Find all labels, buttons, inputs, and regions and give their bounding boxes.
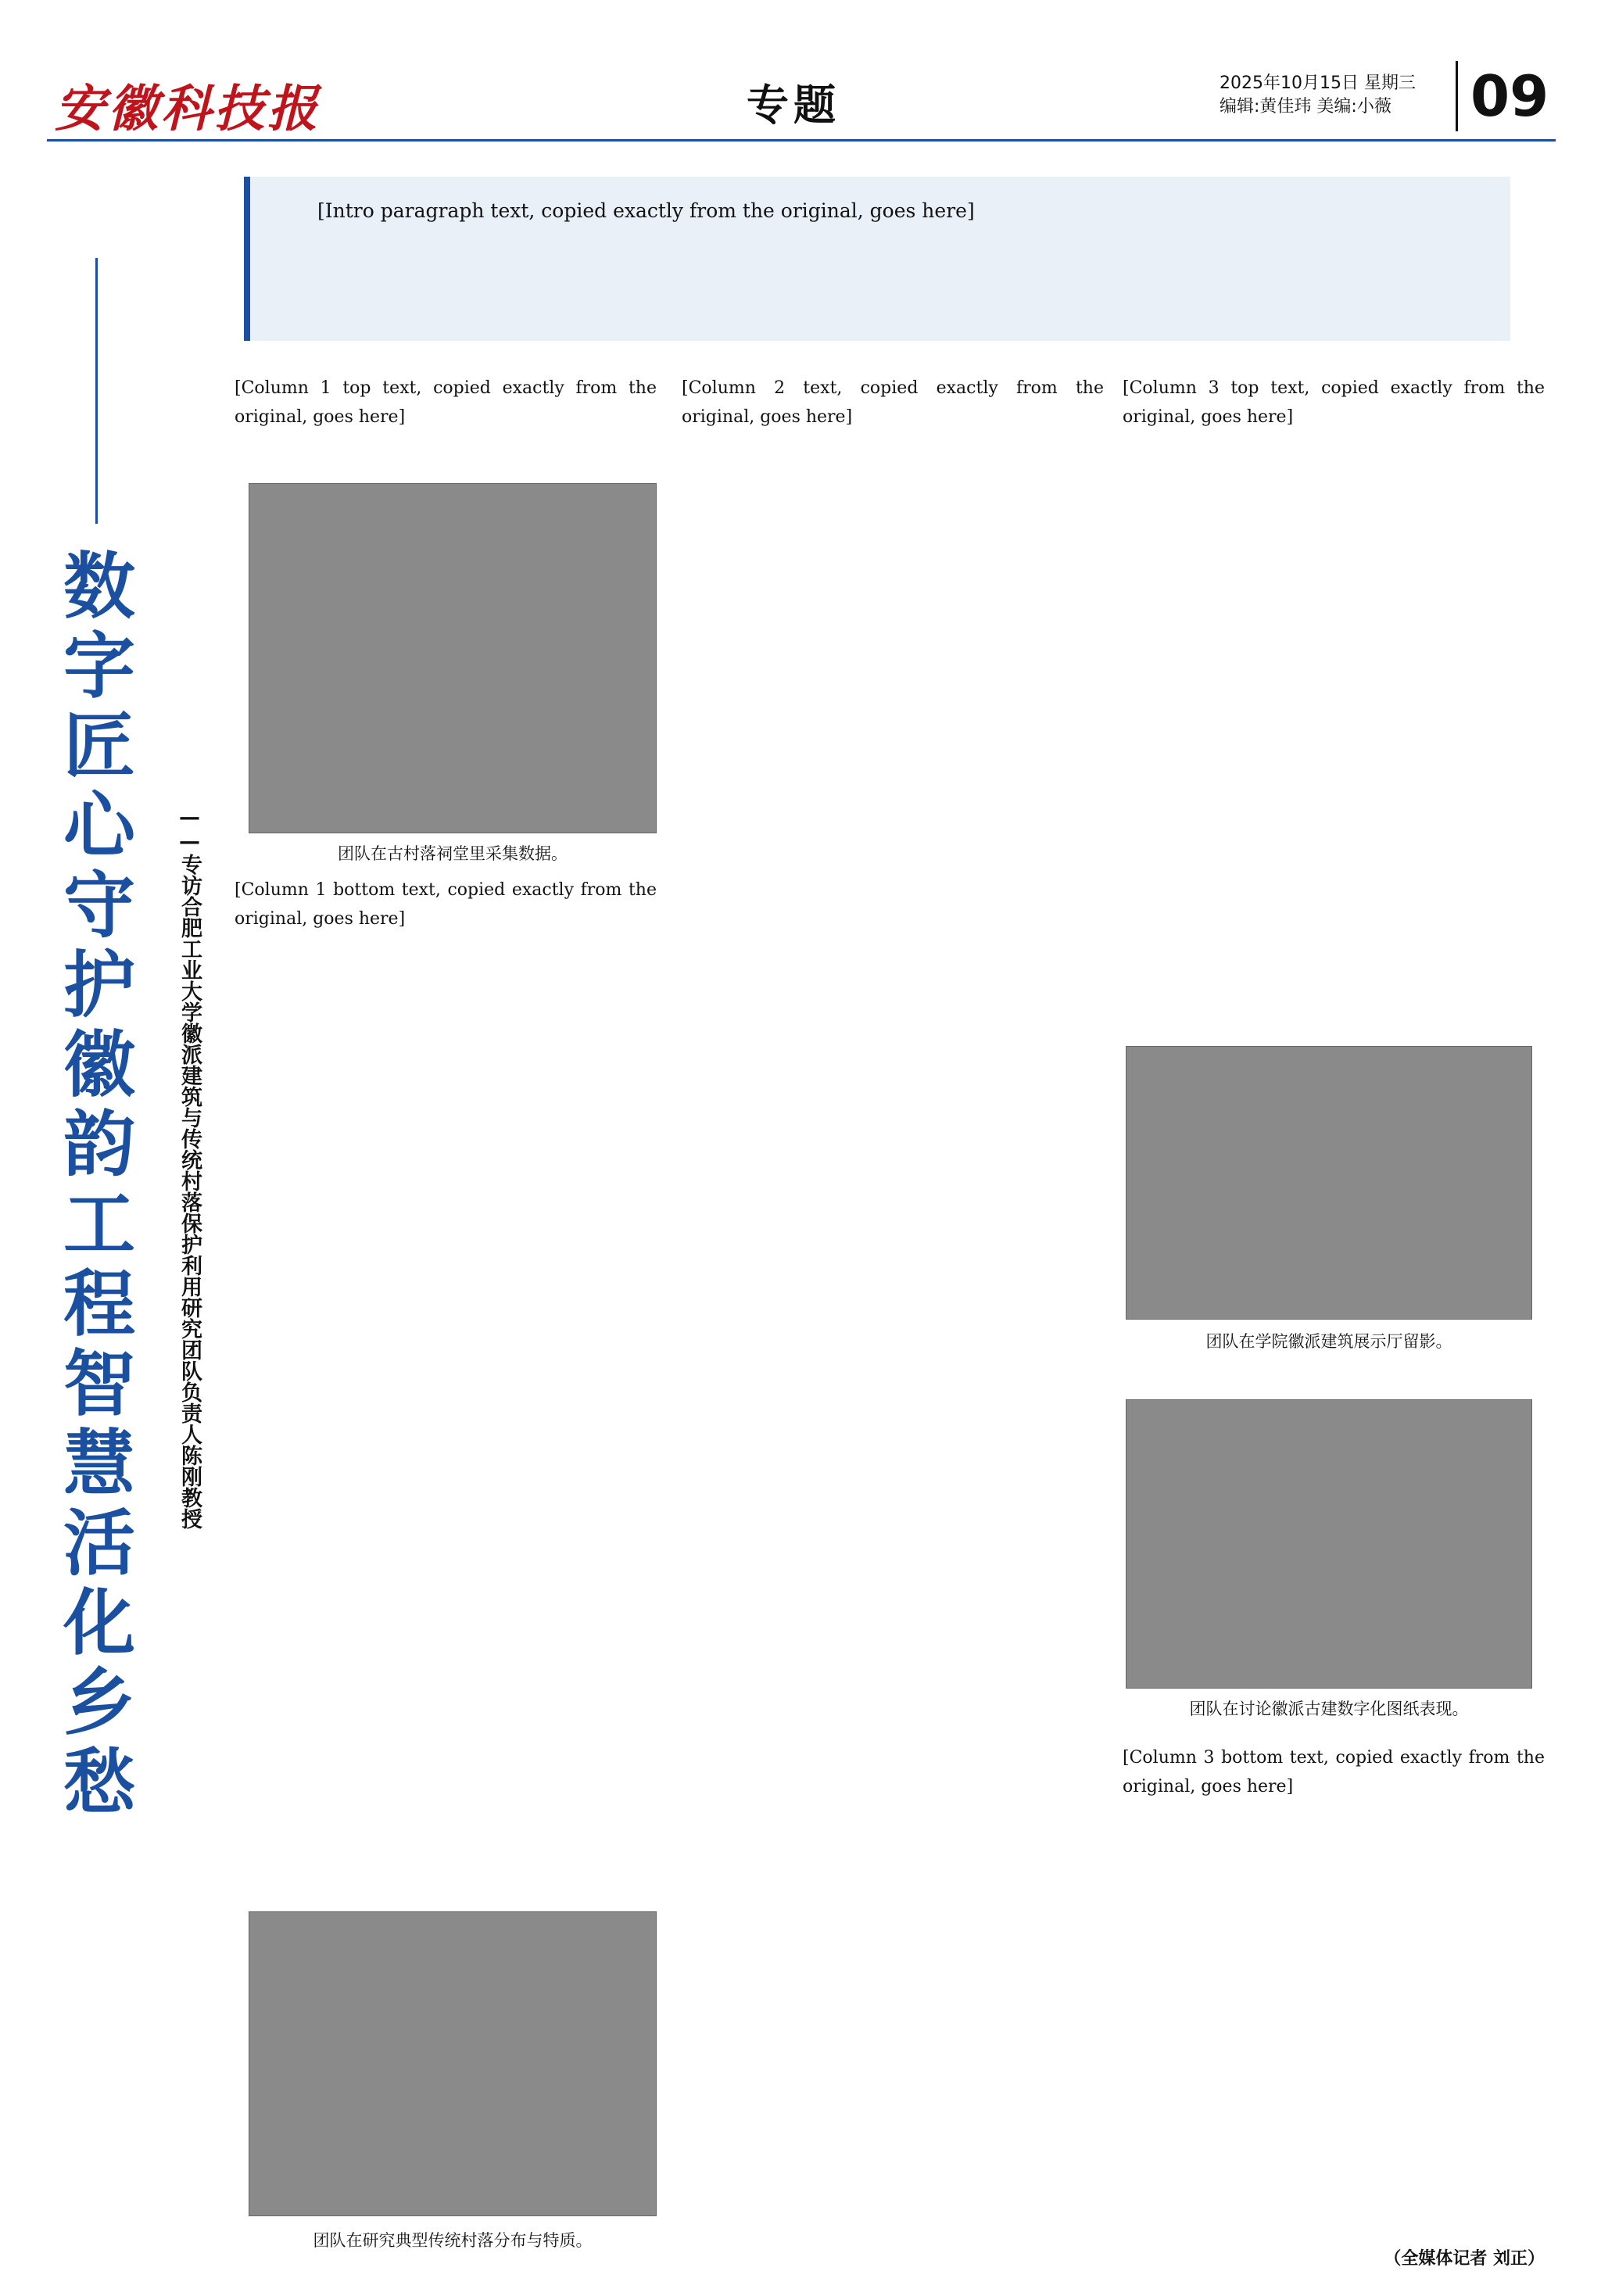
- main-title: 数字匠心守护徽韵 工程智慧活化乡愁: [63, 545, 135, 1825]
- col3-bottom: [Column 3 bottom text, copied exactly from the original, goes here]: [1123, 1748, 1545, 1796]
- masthead: 安徽科技报: [55, 81, 321, 138]
- page-number: 09: [1456, 61, 1549, 131]
- header-rule: [47, 139, 1556, 141]
- caption-photo2: 团队在研究典型传统村落分布与特质。: [313, 2231, 593, 2250]
- photo-village-hall: [249, 483, 657, 833]
- col1-top: [Column 1 top text, copied exactly from the original, goes here]: [235, 378, 657, 427]
- col1-bottom: [Column 1 bottom text, copied exactly from the original, goes here]: [235, 880, 657, 929]
- byline: （全媒体记者 刘正）: [1384, 2249, 1545, 2269]
- photo-village-map: [249, 1911, 657, 2216]
- intro-box: [Intro paragraph text, copied exactly from the original, goes here]: [244, 177, 1510, 341]
- col3-top: [Column 3 top text, copied exactly from the original, goes here]: [1123, 378, 1545, 427]
- section-title: 专题: [747, 81, 840, 130]
- caption-photo3: 团队在学院徽派建筑展示厅留影。: [1205, 1332, 1452, 1351]
- photo-exhibition-hall: [1126, 1046, 1532, 1320]
- photo-discussion: [1126, 1399, 1532, 1689]
- subtitle: ——专访合肥工业大学徽派建筑与传统村落保护利用研究团队负责人陈刚教授: [177, 805, 202, 1529]
- caption-photo4: 团队在讨论徽派古建数字化图纸表现。: [1189, 1700, 1469, 1718]
- title-rule: [95, 258, 98, 524]
- col2: [Column 2 text, copied exactly from the original, goes here]: [682, 378, 1104, 427]
- editors: 编辑:黄佳玮 美编:小薇: [1220, 97, 1391, 116]
- issue-date: 2025年10月15日 星期三: [1220, 73, 1416, 93]
- caption-photo1: 团队在古村落祠堂里采集数据。: [338, 844, 568, 863]
- dateline: [1220, 72, 1416, 119]
